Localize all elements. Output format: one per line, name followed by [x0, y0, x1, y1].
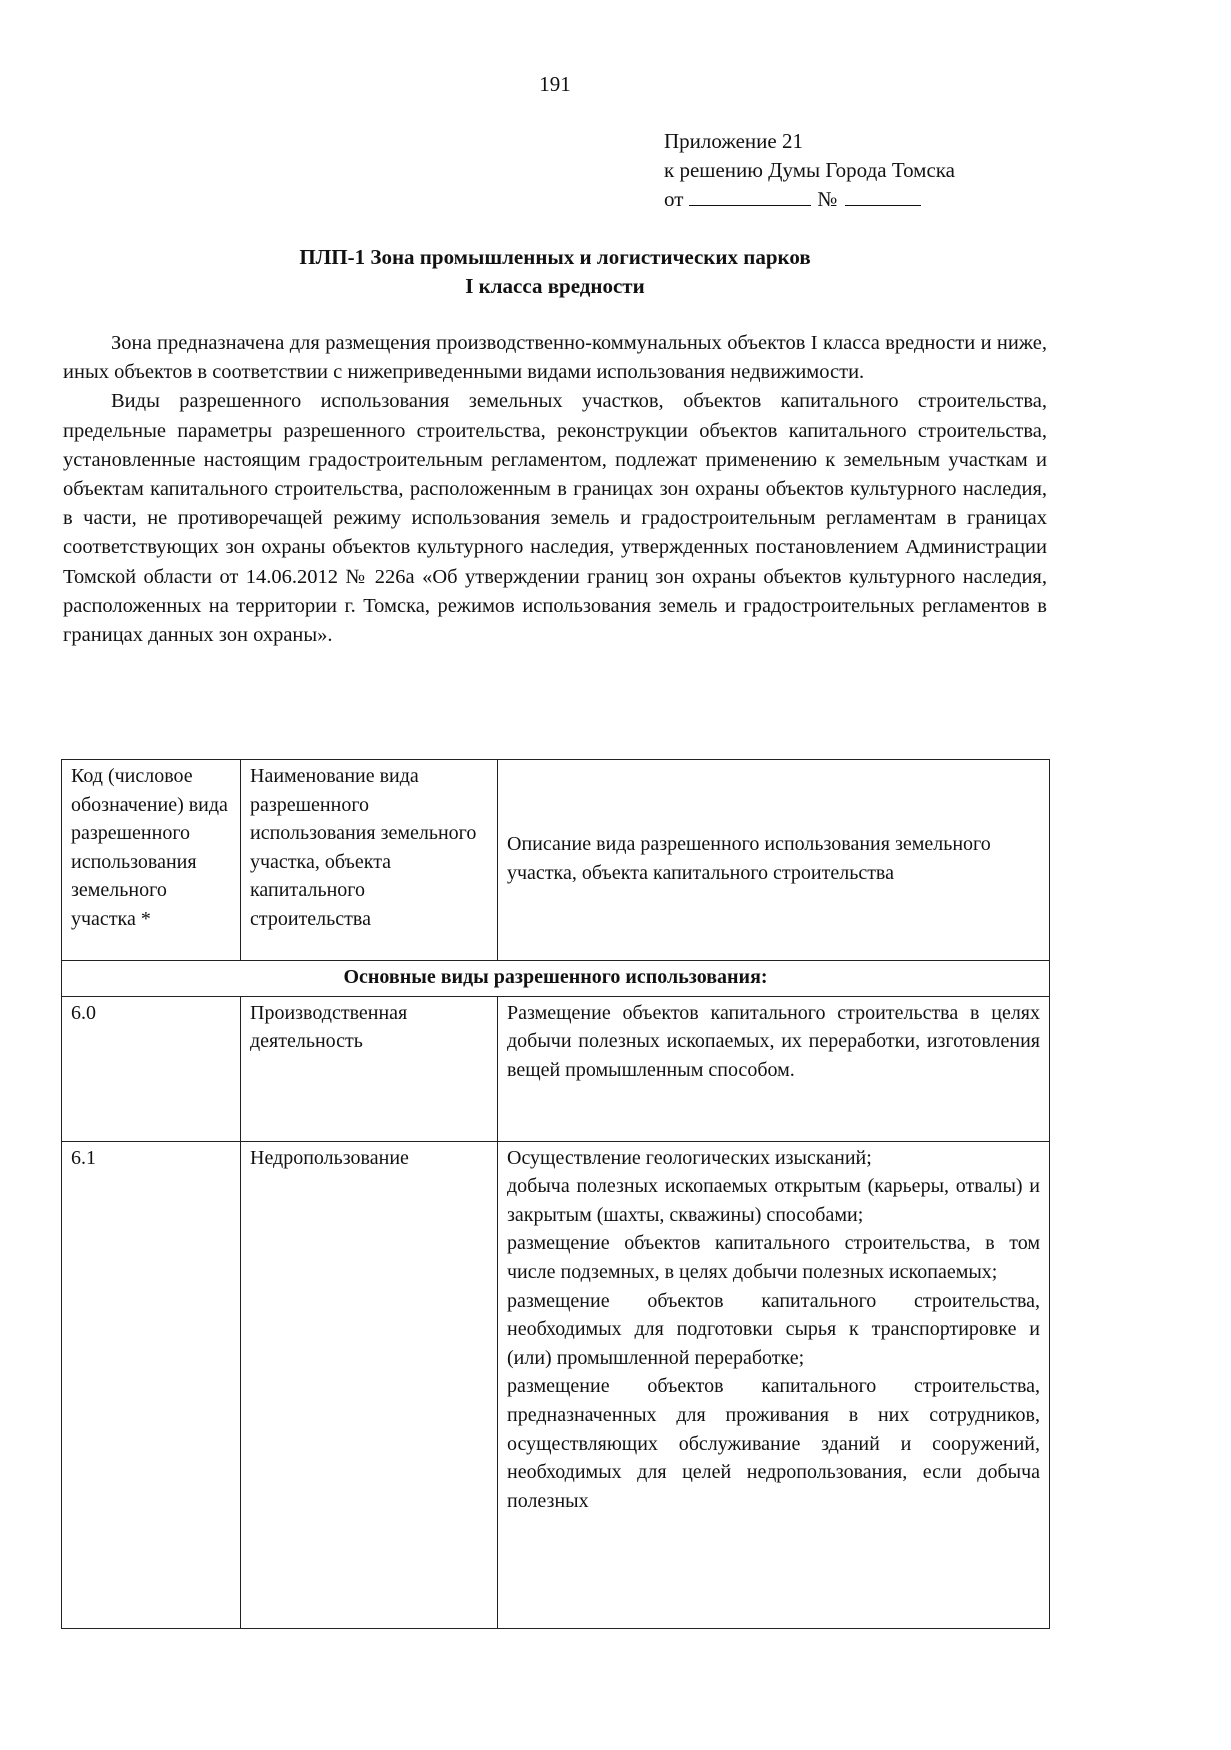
- header-description-text: Описание вида разрешенного использования земельного участка, объекта капитального строительства: [507, 833, 991, 884]
- zone-description: [63, 329, 1047, 650]
- description-item: Размещение объектов капитального строительства в целях добычи полезных ископаемых, их переработки, изготовления вещей промышленным способом.: [507, 1001, 1040, 1081]
- zone-title-line-1: ПЛП-1 Зона промышленных и логистических парков: [299, 245, 811, 269]
- date-prefix: от: [664, 187, 684, 211]
- row-description: [498, 1141, 1050, 1628]
- zone-title: [63, 243, 1047, 301]
- description-item: размещение объектов капитального строительства, необходимых для подготовки сырья к транспортировке и (или) промышленной переработке;: [507, 1289, 1040, 1369]
- appendix-reference: [664, 127, 955, 214]
- date-blank-field: [689, 187, 811, 206]
- header-code: Код (числовое обозначение) вида разрешенного использования земельного участка *: [62, 760, 241, 961]
- description-item: размещение объектов капитального строительства, в том числе подземных, в целях добычи полезных ископаемых;: [507, 1232, 1040, 1283]
- appendix-number: Приложение 21: [664, 129, 803, 153]
- table-header-row: [62, 760, 1050, 961]
- header-name: Наименование вида разрешенного использования земельного участка, объекта капитального строительства: [241, 760, 498, 961]
- zone-title-line-2: I класса вредности: [465, 274, 645, 298]
- row-name: Недропользование: [241, 1141, 498, 1628]
- header-description: [498, 760, 1050, 961]
- row-code: 6.1: [62, 1141, 241, 1628]
- appendix-decision: к решению Думы Города Томска: [664, 158, 955, 182]
- description-item: размещение объектов капитального строительства, предназначенных для проживания в них сотрудников, осуществляющих обслуживание зданий и сооружений, необходимых для целей недропользования, если добыча полезных: [507, 1375, 1040, 1512]
- table-row: [62, 1141, 1050, 1628]
- paragraph-purpose: Зона предназначена для размещения производственно-коммунальных объектов I класса вредности и ниже, иных объектов в соответствии с нижеприведенными видами использования недвижимости.: [63, 332, 1047, 384]
- paragraph-regulations: Виды разрешенного использования земельных участков, объектов капитального строительства, предельные параметры разрешенного строительства, реконструкции объектов капитального строительства, установленные настоящим градостроительным регламентом, подлежат применению к земельным участкам и объектам капитального строительства, расположенным в границах зон охраны объектов культурного наследия, в части, не противоречащей режиму использования земель и градостроительным регламентам в границах соответствующих зон охраны объектов культурного наследия, утвержденных постановлением Администрации Томской области от 14.06.2012 № 226а «Об утверждении границ зон охраны объектов культурного наследия, расположенных на территории г. Томска, режимов использования земель и градостроительных регламентов в границах данных зон охраны».: [63, 390, 1047, 647]
- number-sign: №: [817, 187, 838, 211]
- table-row: [62, 996, 1050, 1141]
- row-name: Производственная деятельность: [241, 996, 498, 1141]
- row-code: 6.0: [62, 996, 241, 1141]
- permitted-uses-table: [61, 759, 1050, 1629]
- section-title: Основные виды разрешенного использования:: [62, 961, 1050, 997]
- number-blank-field: [845, 187, 921, 206]
- description-item: Осуществление геологических изысканий;: [507, 1146, 872, 1169]
- section-row: [62, 961, 1050, 997]
- description-item: добыча полезных ископаемых открытым (карьеры, отвалы) и закрытым (шахты, скважины) способами;: [507, 1175, 1040, 1226]
- row-description: [498, 996, 1050, 1141]
- appendix-date-line: [664, 185, 955, 214]
- page-number: 191: [539, 72, 571, 96]
